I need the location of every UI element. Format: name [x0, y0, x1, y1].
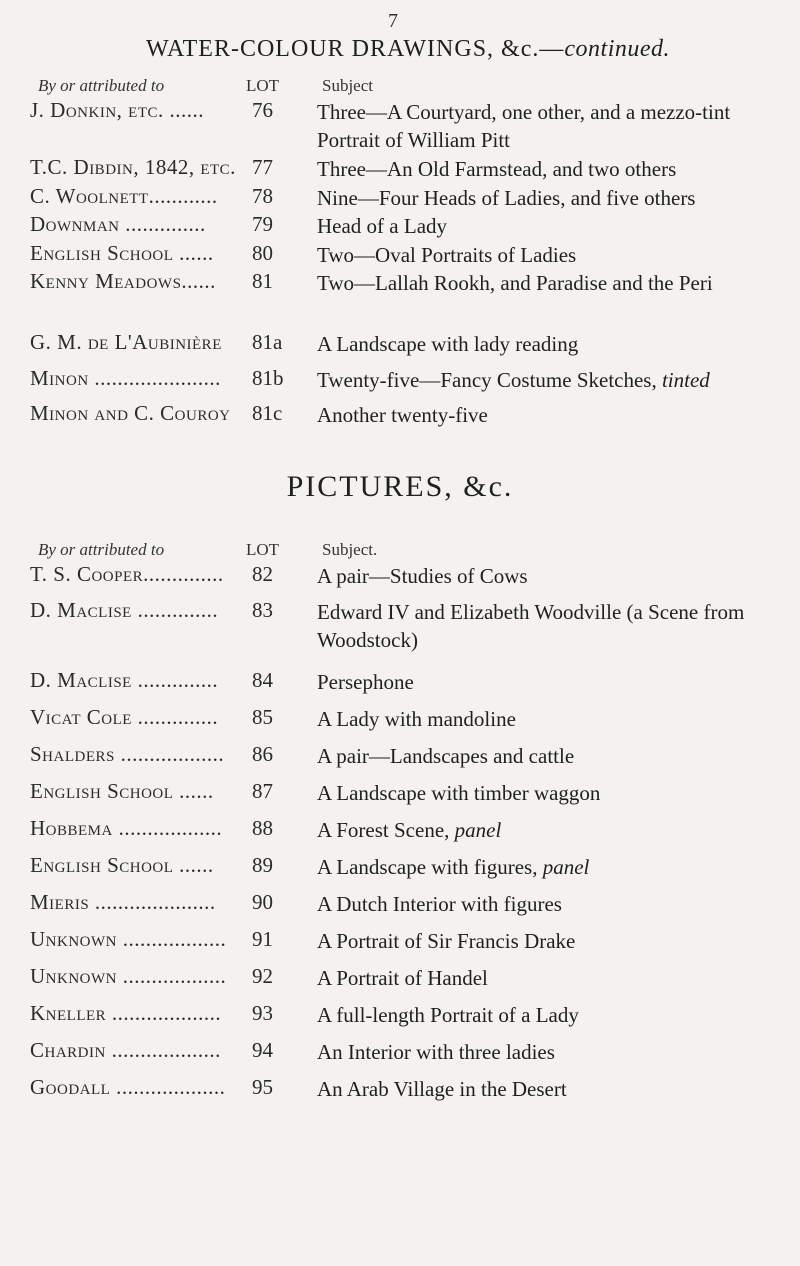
- lot-number: 84: [252, 668, 273, 692]
- subject: Head of a Lady: [317, 214, 448, 238]
- artist: Mieris .....................: [30, 890, 216, 914]
- lot-number: 77: [252, 155, 273, 179]
- subject: Three—A Courtyard, one other, and a mezzo-tint Portrait of William Pitt: [317, 100, 731, 152]
- lot-number: 82: [252, 562, 273, 586]
- artist: Minon and C. Couroy: [30, 401, 231, 425]
- subject: Three—An Old Farmstead, and two others: [317, 157, 677, 181]
- lot-number: 94: [252, 1038, 273, 1062]
- subject: A Portrait of Handel: [317, 966, 488, 990]
- page-number: 7: [388, 10, 398, 32]
- pic-col-artist-header: By or attributed to: [38, 540, 165, 559]
- artist: Kenny Meadows......: [30, 269, 216, 293]
- lot-number: 90: [252, 890, 273, 914]
- artist: Vicat Cole ..............: [30, 705, 219, 729]
- artist: Chardin ...................: [30, 1038, 221, 1062]
- lot-number: 87: [252, 779, 273, 803]
- subject: A Portrait of Sir Francis Drake: [317, 929, 576, 953]
- subject: An Interior with three ladies: [317, 1040, 555, 1064]
- artist: T.C. Dibdin, 1842, etc.: [30, 155, 236, 179]
- subject: A Landscape with timber waggon: [317, 781, 601, 805]
- artist: G. M. de L'Aubinière: [30, 330, 222, 354]
- section-title-pictures: PICTURES, &c.: [286, 470, 514, 503]
- artist: J. Donkin, etc. ......: [30, 98, 204, 122]
- page-title: [38, 36, 778, 63]
- lot-number: 91: [252, 927, 273, 951]
- artist: English School ......: [30, 241, 214, 265]
- pic-col-subject-header: Subject.: [322, 540, 378, 559]
- lot-number: 76: [252, 98, 273, 122]
- artist: D. Maclise ..............: [30, 668, 219, 692]
- artist: Kneller ...................: [30, 1001, 222, 1025]
- subject: Edward IV and Elizabeth Woodville (a Scene from Woodstock): [317, 600, 745, 652]
- subject: A Landscape with lady reading: [317, 332, 579, 356]
- subject: Two—Oval Portraits of Ladies: [317, 243, 577, 267]
- lot-number: 85: [252, 705, 273, 729]
- artist: Hobbema ..................: [30, 816, 223, 840]
- lot-number: 89: [252, 853, 273, 877]
- lot-number: 78: [252, 184, 273, 208]
- lot-number: 81c: [252, 401, 283, 425]
- subject: A pair—Studies of Cows: [317, 564, 528, 588]
- artist: Downman ..............: [30, 212, 206, 236]
- lot-number: 95: [252, 1075, 273, 1099]
- lot-number: 88: [252, 816, 273, 840]
- lot-number: 92: [252, 964, 273, 988]
- pic-col-lot-header: LOT: [246, 540, 280, 559]
- subject: Persephone: [317, 670, 414, 694]
- lot-number: 80: [252, 241, 273, 265]
- subject: Another twenty-five: [317, 403, 488, 427]
- subject: A Lady with mandoline: [317, 707, 516, 731]
- wc-col-artist-header: By or attributed to: [38, 76, 165, 95]
- lot-number: 81a: [252, 330, 283, 354]
- subject: Nine—Four Heads of Ladies, and five others: [317, 186, 696, 210]
- lot-number: 83: [252, 598, 273, 622]
- artist: English School ......: [30, 779, 214, 803]
- title-main: WATER-COLOUR DRAWINGS, &c.—: [145, 36, 565, 62]
- subject: Two—Lallah Rookh, and Paradise and the Peri: [317, 271, 713, 295]
- artist: English School ......: [30, 853, 214, 877]
- subject: An Arab Village in the Desert: [317, 1077, 567, 1101]
- artist: T. S. Cooper..............: [30, 562, 224, 586]
- artist: Shalders ..................: [30, 742, 225, 766]
- lot-number: 86: [252, 742, 273, 766]
- subject: A Dutch Interior with figures: [317, 892, 562, 916]
- artist: Unknown ..................: [30, 927, 227, 951]
- title-continued: continued.: [564, 36, 671, 62]
- artist: Unknown ..................: [30, 964, 227, 988]
- lot-number: 81b: [252, 366, 284, 390]
- artist: Goodall ...................: [30, 1075, 226, 1099]
- wc-col-subject-header: Subject: [322, 76, 373, 95]
- subject: A Forest Scene, panel: [317, 818, 502, 842]
- lot-number: 79: [252, 212, 273, 236]
- lot-number: 81: [252, 269, 273, 293]
- lot-number: 93: [252, 1001, 273, 1025]
- artist: C. Woolnett............: [30, 184, 218, 208]
- subject: Twenty-five—Fancy Costume Sketches, tinted: [317, 368, 710, 392]
- subject: A Landscape with figures, panel: [317, 855, 590, 879]
- wc-col-lot-header: LOT: [246, 76, 280, 95]
- artist: D. Maclise ..............: [30, 598, 219, 622]
- subject: A full-length Portrait of a Lady: [317, 1003, 579, 1027]
- subject: A pair—Landscapes and cattle: [317, 744, 575, 768]
- artist: Minon ......................: [30, 366, 221, 390]
